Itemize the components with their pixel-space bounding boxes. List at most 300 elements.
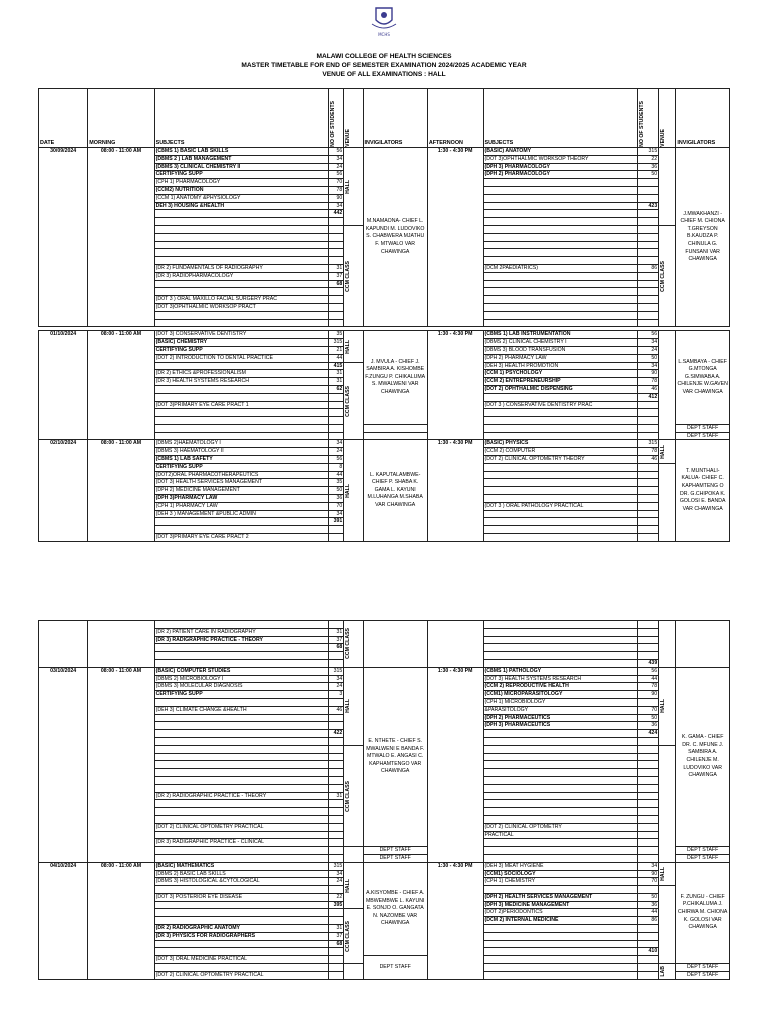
pm-student-count: 439 [637,659,658,667]
am-subject [154,417,329,425]
pm-dept-staff: DEPT STAFF [676,847,730,855]
am-subject: (CCM 1) ANATOMY &PHYSIOLOGY [154,194,329,202]
pm-invigilators: J.MWAKHANZI - CHIEF M. CHIONA T.GREYSON B.KAUDZA P. CHINULA G. FUNSANI VAR CHAWINGA [676,148,730,327]
am-student-count: 56 [329,171,344,179]
am-subject [154,233,329,241]
pm-subject [483,839,637,847]
pm-subject [483,808,637,816]
pm-student-count [637,249,658,257]
pm-student-count: 424 [637,730,658,738]
pm-subject [483,409,637,417]
am-subject [154,776,329,784]
am-dept-staff: DEPT STAFF [363,847,427,855]
am-subject [154,652,329,660]
am-subject [154,280,329,288]
pm-dept-staff: DEPT STAFF [676,424,730,432]
pm-subject [483,730,637,738]
am-subject [154,385,329,393]
pm-venue: HALL [659,667,676,745]
am-student-count: 35 [329,331,344,339]
pm-student-count: 86 [637,264,658,272]
col-header-afternoon: AFTERNOON [427,89,483,148]
pm-subject [483,971,637,979]
am-subject: (DOT 3)OPHTHALMIC WORKSOP PRACT [154,303,329,311]
am-subject [154,526,329,534]
am-subject [154,518,329,526]
am-subject [154,241,329,249]
college-logo [366,6,402,38]
am-subject [154,909,329,917]
am-subject [154,886,329,894]
am-subject: (DR 3) RADIGRAPHIC PRACTICE - CLINICAL [154,839,329,847]
pm-subject [483,847,637,855]
col-header-subjects: SUBJECTS [154,89,329,148]
pm-subject: (DPH 2) PHARMACOLOGY [483,171,637,179]
am-student-count [329,288,344,296]
pm-student-count [637,194,658,202]
am-student-count: 8 [329,463,344,471]
am-subject: (CCM2) NUTRITION [154,186,329,194]
am-student-count: 24 [329,878,344,886]
pm-subject [483,319,637,327]
pm-subject [483,769,637,777]
pm-student-count [637,932,658,940]
pm-student-count: 56 [637,667,658,675]
pm-student-count [637,241,658,249]
pm-student-count [637,257,658,265]
pm-subject [483,784,637,792]
am-subject [154,722,329,730]
pm-venue: HALL [659,440,676,463]
pm-subject [483,636,637,644]
svg-text:MCHS: MCHS [378,32,390,37]
am-subject: (DR 3) HEALTH SYSTEMS RESEARCH [154,378,329,386]
pm-subject [483,886,637,894]
pm-student-count [637,925,658,933]
pm-student-count: 44 [637,675,658,683]
pm-student-count [637,225,658,233]
am-subject [154,730,329,738]
pm-subject [483,186,637,194]
pm-student-count: 34 [637,339,658,347]
pm-subject [483,510,637,518]
am-subject [154,288,329,296]
col-header-students-pm: NO OF STUDENTS [637,89,658,148]
pm-student-count [637,839,658,847]
am-subject: DEH 3) HOUSING &HEALTH [154,202,329,210]
am-student-count [329,303,344,311]
am-student-count: 56 [329,456,344,464]
pm-subject: (DOT 2) CLINICAL OPTOMETRY [483,823,637,831]
pm-subject: (CPH 1) CHEMISTRY [483,878,637,886]
am-student-count [329,823,344,831]
am-invigilators: L. KAPUTALAMBWE- CHIEF P. SHABA K. GAMA L. KAYUNI M.LUHANGA M.SHABA VAR CHAWINGA [363,440,427,541]
am-subject [154,815,329,823]
am-student-count [329,761,344,769]
am-subject [154,901,329,909]
morning-time: 08:00 - 11:00 AM [88,331,154,440]
am-student-count [329,722,344,730]
am-student-count [329,241,344,249]
pm-subject [483,964,637,972]
am-subject: (DOT 3) CONSERVATIVE DENTISTRY [154,331,329,339]
pm-student-count [637,518,658,526]
pm-student-count: 46 [637,385,658,393]
pm-student-count [637,964,658,972]
pm-student-count [637,463,658,471]
am-subject: (DEH 3) CLIMATE CHANGE &HEALTH [154,706,329,714]
am-subject: (DBMS 3) HISTOLOGICAL &CYTOLOGICAL [154,878,329,886]
am-subject [154,964,329,972]
timetable-title: MASTER TIMETABLE FOR END OF SEMESTER EXAMINATION 2024/2025 ACADEMIC YEAR [241,62,527,69]
am-student-count: 44 [329,354,344,362]
am-student-count: 34 [329,510,344,518]
am-venue: CCM CLASS [344,225,363,326]
pm-student-count: 34 [637,862,658,870]
pm-subject [483,792,637,800]
pm-subject [483,296,637,304]
am-invigilators: M.NAMAONA- CHIEF L. KAPUNDI M. LUDOVIKO S. CHABWERA MJATHU F. MTWALO VAR CHAWINGA [363,148,427,327]
pm-subject: (DPH 3) MEDICINE MANAGEMENT [483,901,637,909]
am-subject: (DBMS 2) BASIC LAB SKILLS [154,870,329,878]
am-student-count: 90 [329,194,344,202]
am-student-count [329,401,344,409]
col-header-date: DATE [39,89,88,148]
pm-student-count [637,479,658,487]
pm-subject: PRACTICAL [483,831,637,839]
am-subject: (DOT 3) HEALTH SERVICES MANAGEMENT [154,479,329,487]
pm-subject [483,233,637,241]
am-student-count [329,737,344,745]
am-student-count [329,233,344,241]
am-subject [154,225,329,233]
college-title: MALAWI COLLEGE OF HEALTH SCIENCES [316,53,452,60]
pm-subject [483,495,637,503]
pm-subject [483,753,637,761]
pm-student-count: 36 [637,901,658,909]
am-subject [154,218,329,226]
pm-subject [483,417,637,425]
pm-subject: (DOT 3)OPHTHALMIC WORKSOP THEORY [483,155,637,163]
pm-subject [483,737,637,745]
pm-subject [483,761,637,769]
pm-subject: (DPH 3) PHARMACOLOGY [483,163,637,171]
pm-subject [483,487,637,495]
pm-student-count: 78 [637,378,658,386]
pm-student-count [637,886,658,894]
pm-student-count [637,769,658,777]
am-student-count: 3 [329,691,344,699]
pm-student-count: 90 [637,870,658,878]
pm-subject: (DOT 2) CLINICAL OPTOMETRY THEORY [483,456,637,464]
am-subject: (DPH 2) MEDICINE MANAGEMENT [154,487,329,495]
pm-student-count: 50 [637,171,658,179]
am-student-count [329,753,344,761]
pm-subject: (DOT 3) HEALTH SYSTEMS RESEARCH [483,675,637,683]
pm-subject [483,249,637,257]
pm-subject [483,948,637,956]
am-student-count: 442 [329,210,344,218]
pm-subject [483,940,637,948]
pm-student-count [637,502,658,510]
pm-dept-staff: DEPT STAFF [676,964,730,972]
pm-student-count [637,432,658,440]
am-subject [154,257,329,265]
am-venue [344,964,363,980]
am-student-count [329,854,344,862]
am-subject [154,210,329,218]
pm-subject [483,210,637,218]
pm-student-count: 46 [637,456,658,464]
am-subject [154,940,329,948]
pm-student-count [637,510,658,518]
am-subject [154,800,329,808]
morning-time: 08:00 - 11:00 AM [88,862,154,979]
am-student-count: 34 [329,675,344,683]
pm-subject: (BASIC) PHYSICS [483,440,637,448]
am-student-count: 31 [329,370,344,378]
am-subject: (CPH 1) PHARMACY LAW [154,502,329,510]
venue-title: VENUE OF ALL EXAMINATIONS : HALL [322,71,446,78]
pm-invigilators: K. GAMA - CHIEF DR. C. MFUNE J. SAMBIRA A. CHILENJE M. LUDOVIKO VAR CHAWINGA [676,667,730,846]
pm-student-count [637,800,658,808]
am-student-count [329,249,344,257]
pm-subject: (DEH 3) MEAT HYGIENE [483,862,637,870]
exam-date: 04/10/2024 [39,862,88,979]
am-student-count [329,225,344,233]
am-student-count: 415 [329,362,344,370]
am-subject: (DOT 3) ORAL MEDICINE PRACTICAL [154,956,329,964]
pm-subject: (CCM1) MICROPARASITOLOGY [483,691,637,699]
am-subject [154,698,329,706]
pm-subject [483,241,637,249]
pm-dept-staff: DEPT STAFF [676,971,730,979]
am-student-count: 34 [329,870,344,878]
am-student-count: 31 [329,925,344,933]
pm-student-count [637,784,658,792]
pm-student-count: 22 [637,155,658,163]
pm-subject [483,288,637,296]
am-student-count [329,526,344,534]
am-subject: (BASIC) CHEMISTRY [154,339,329,347]
am-venue: CCM CLASS [344,621,363,668]
pm-student-count [637,487,658,495]
am-subject [154,854,329,862]
pm-subject [483,257,637,265]
am-subject [154,917,329,925]
pm-subject [483,518,637,526]
pm-student-count [637,854,658,862]
am-subject: (DR 3) RADIGRAPHIC PRACTICE - THEORY [154,636,329,644]
pm-subject: (CCM1) SOCIOLOGY [483,870,637,878]
pm-subject: (DOT 3 ) ORAL PATHOLOGY PRACTICAL [483,502,637,510]
am-venue: HALL [344,862,363,909]
am-student-count: 24 [329,163,344,171]
pm-subject [483,424,637,432]
am-student-count: 37 [329,272,344,280]
am-venue: HALL [344,440,363,541]
am-venue: HALL [344,667,363,745]
col-header-morning: MORNING [88,89,154,148]
am-venue: HALL [344,148,363,226]
pm-subject [483,644,637,652]
am-student-count [329,769,344,777]
am-subject [154,393,329,401]
exam-date: 01/10/2024 [39,331,88,440]
pm-subject [483,745,637,753]
am-invigilators: E. NTHETE - CHIEF S. MWALWENI E BANDA F. MTWALO E. ANGASI C. KAPHAMTENGO VAR CHAWINGA [363,667,427,846]
pm-subject [483,652,637,660]
am-student-count: 21 [329,346,344,354]
pm-student-count [637,409,658,417]
pm-student-count: 24 [637,346,658,354]
pm-student-count: 70 [637,878,658,886]
am-subject: (CBMS 1) LAB SAFETY [154,456,329,464]
am-student-count [329,319,344,327]
am-subject [154,249,329,257]
pm-student-count: 423 [637,202,658,210]
am-student-count: 70 [329,502,344,510]
col-header-invigilators-pm: INVIGILATORS [676,89,730,148]
pm-subject [483,776,637,784]
pm-student-count [637,940,658,948]
pm-subject [483,621,637,629]
pm-subject [483,471,637,479]
pm-subject [483,393,637,401]
am-subject: (DBMS 3) CLINICAL CHEMISTRY II [154,163,329,171]
pm-student-count: 70 [637,706,658,714]
am-subject: CERTIFYING SUPP [154,463,329,471]
am-subject [154,769,329,777]
am-invigilators [363,424,427,432]
pm-subject: &PARASITOLOGY [483,706,637,714]
am-subject [154,424,329,432]
am-student-count [329,424,344,432]
am-subject: (DPH 3)PHARMACY LAW [154,495,329,503]
am-subject: (DBMS 2 ) LAB MANAGEMENT [154,155,329,163]
pm-subject: (DPH 3) PHARMACEUTICS [483,722,637,730]
am-student-count: 70 [329,179,344,187]
pm-student-count: 36 [637,722,658,730]
am-subject: (DR 2) ETHICS &PROFESSIONALISM [154,370,329,378]
pm-student-count: 315 [637,148,658,156]
pm-student-count [637,847,658,855]
am-dept-staff: DEPT STAFF [363,854,427,862]
am-student-count [329,839,344,847]
am-student-count: 315 [329,667,344,675]
pm-subject: (BASIC) ANATOMY [483,148,637,156]
am-student-count: 315 [329,862,344,870]
pm-student-count [637,831,658,839]
pm-venue [659,621,676,668]
am-subject: (DR 2) PATIENT CARE IN RADIOGRAPHY [154,628,329,636]
am-subject [154,432,329,440]
am-student-count: 24 [329,683,344,691]
afternoon-time [427,621,483,668]
pm-student-count [637,424,658,432]
am-subject: (DR 2) RADIOGRAPHIC ANATOMY [154,925,329,933]
am-subject: (DR 2) RADIOGRAPHIC PRACTICE - THEORY [154,792,329,800]
am-student-count [329,971,344,979]
pm-dept-staff: DEPT STAFF [676,854,730,862]
am-subject: (DBMS 2)HAEMATOLOGY I [154,440,329,448]
pm-subject [483,534,637,542]
pm-student-count: 86 [637,917,658,925]
am-subject: (DOT2)ORAL PHARMACOTHERAPEUTICS [154,471,329,479]
am-subject: (CBMS 1) BASIC LAB SKILLS [154,148,329,156]
am-student-count: 422 [329,730,344,738]
am-subject [154,319,329,327]
am-subject [154,753,329,761]
pm-student-count [637,319,658,327]
am-invigilators [363,432,427,440]
am-subject: (DOT 2) CLINICAL OPTOMETRY PRACTICAL [154,823,329,831]
pm-subject [483,854,637,862]
pm-subject [483,925,637,933]
am-student-count [329,808,344,816]
am-student-count [329,393,344,401]
pm-subject: (DPH 2) PHARMACEUTICS [483,714,637,722]
pm-student-count: 44 [637,909,658,917]
am-subject [154,311,329,319]
pm-venue: HALL [659,862,676,885]
am-subject [154,659,329,667]
pm-student-count [637,303,658,311]
am-venue: CCM CLASS [344,909,363,964]
am-subject [154,784,329,792]
am-invigilators: A.KISYOMBE - CHIEF A. MBWEMBWE L. KAYUNI E. SONJO O. GANGATA N. NAZOMBE VAR CHAWINGA [363,862,427,956]
am-subject: (CPH 1) PHARMACOLOGY [154,179,329,187]
morning-time: 08:00 - 11:00 AM [88,148,154,327]
pm-subject [483,628,637,636]
am-student-count: 34 [329,202,344,210]
am-student-count [329,218,344,226]
timetable-page-2 [38,620,730,980]
pm-subject: (DCM 2PAEDIATRICS) [483,264,637,272]
am-student-count [329,909,344,917]
am-subject [154,409,329,417]
morning-time: 08:00 - 11:00 AM [88,667,154,862]
pm-student-count [637,179,658,187]
pm-student-count [637,753,658,761]
am-student-count: 37 [329,636,344,644]
am-subject [154,644,329,652]
am-subject: (DOT 2) INTRODUCTION TO DENTAL PRACTICE [154,354,329,362]
pm-student-count: 412 [637,393,658,401]
pm-student-count [637,621,658,629]
am-student-count: 315 [329,339,344,347]
pm-student-count: 410 [637,948,658,956]
pm-subject: (CBMS 1) PATHOLOGY [483,667,637,675]
pm-student-count [637,956,658,964]
pm-subject: (CBMS 1) LAB INSTRUMENTATION [483,331,637,339]
am-subject: CERTIFYING SUPP [154,691,329,699]
pm-invigilators: L.SAMBAYA - CHIEF G.MTONGA G.SIMWABA A. CHILENJE W.GAVEN VAR CHAWINGA [676,331,730,425]
pm-subject: (DCM 2) INTERNAL MEDICINE [483,917,637,925]
am-subject [154,847,329,855]
pm-student-count [637,636,658,644]
pm-student-count [637,526,658,534]
am-subject [154,362,329,370]
pm-subject: (DOT 2)PERIODONTICS [483,909,637,917]
pm-subject [483,280,637,288]
am-subject: (BASIC) COMPUTER STUDIES [154,667,329,675]
am-subject [154,831,329,839]
am-student-count [329,621,344,629]
pm-student-count [637,471,658,479]
pm-student-count [637,233,658,241]
am-student-count [329,784,344,792]
